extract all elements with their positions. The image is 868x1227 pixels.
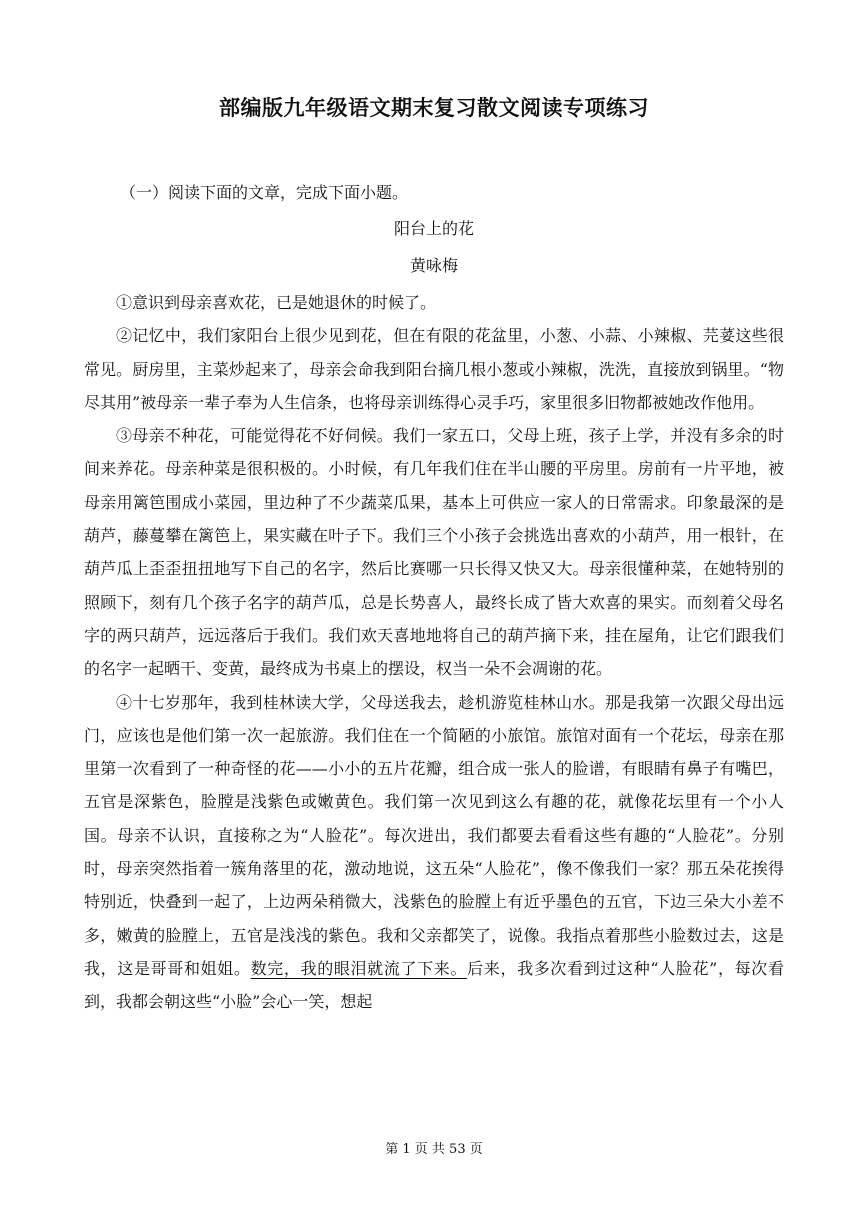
paragraph-4-text: ④十七岁那年，我到桂林读大学，父母送我去，趁机游览桂林山水。那是我第一次跟父母出远门，应该也是他们第一次一起旅游。我们住在一个简陋的小旅馆。旅馆对面有一个花坛，母亲在那里第一次看到了一种奇怪的花——小小的五片花瓣，组合成一张人的脸谱，有眼睛有鼻子有嘴巴，五官是深紫色，脸膛是浅紫色或嫩黄色。我们第一次见到这么有趣的花，就像花坛里有一个小人国。母亲不认识，直接称之为“人脸花”。每次进出，我们都要去看看这些有趣的“人脸花”。分别时，母亲突然指着一簇角落里的花，激动地说，这五朵“人脸花”，像不像我们一家？那五朵花挨得特别近，快叠到一起了，上边两朵稍微大，浅紫色的脸膛上有近乎墨色的五官，下边三朵大小差不多，嫩黄的脸膛上，五官是浅浅的紫色。我和父亲都笑了，说像。我指点着那些小脸数过去，这是我，这是哥哥和姐姐。 <box>84 692 784 978</box>
essay-title: 阳台上的花 <box>393 219 474 238</box>
essay-body <box>84 286 784 1019</box>
paragraph-4-tail: 后来，我多次看到过这种“人脸花”，每次看到，我都会朝这些“小脸”会心一笑，想起 <box>84 958 784 1012</box>
underlined-sentence: 数完，我的眼泪就流了下来。 <box>250 958 468 978</box>
paragraph-1: ①意识到母亲喜欢花，已是她退休的时候了。 <box>116 293 437 312</box>
document-title: 部编版九年级语文期末复习散文阅读专项练习 <box>219 96 649 120</box>
paragraph-4 <box>84 686 784 1019</box>
page-footer: 第 1 页 共 53 页 <box>385 1142 483 1157</box>
essay-author: 黄咏梅 <box>409 256 458 275</box>
paragraph-2: ②记忆中，我们家阳台上很少见到花，但在有限的花盆里，小葱、小蒜、小辣椒、芫荽这些很常见。厨房里，主菜炒起来了，母亲会命我到阳台摘几根小葱或小辣椒，洗洗，直接放到锅里。“物尽其用”被母亲一辈子奉为人生信条，也将母亲训练得心灵手巧，家里很多旧物都被她改作他用。 <box>84 326 784 412</box>
section-intro: （一）阅读下面的文章，完成下面小题。 <box>120 183 409 202</box>
paragraph-3: ③母亲不种花，可能觉得花不好伺候。我们一家五口，父母上班，孩子上学，并没有多余的时间来养花。母亲种菜是很积极的。小时候，有几年我们住在半山腰的平房里。房前有一片平地，被母亲用篱笆围成小菜园，里边种了不少蔬菜瓜果，基本上可供应一家人的日常需求。印象最深的是葫芦，藤蔓攀在篱笆上，果实藏在叶子下。我们三个小孩子会挑选出喜欢的小葫芦，用一根针，在葫芦瓜上歪歪扭扭地写下自己的名字，然后比赛哪一只长得又快又大。母亲很懂种菜，在她特别的照顾下，刻有几个孩子名字的葫芦瓜，总是长势喜人，最终长成了皆大欢喜的果实。而刻着父母名字的两只葫芦，远远落后于我们。我们欢天喜地地将自己的葫芦摘下来，挂在屋角，让它们跟我们的名字一起晒干、变黄，最终成为书桌上的摆设，权当一朵不会凋谢的花。 <box>84 426 784 679</box>
